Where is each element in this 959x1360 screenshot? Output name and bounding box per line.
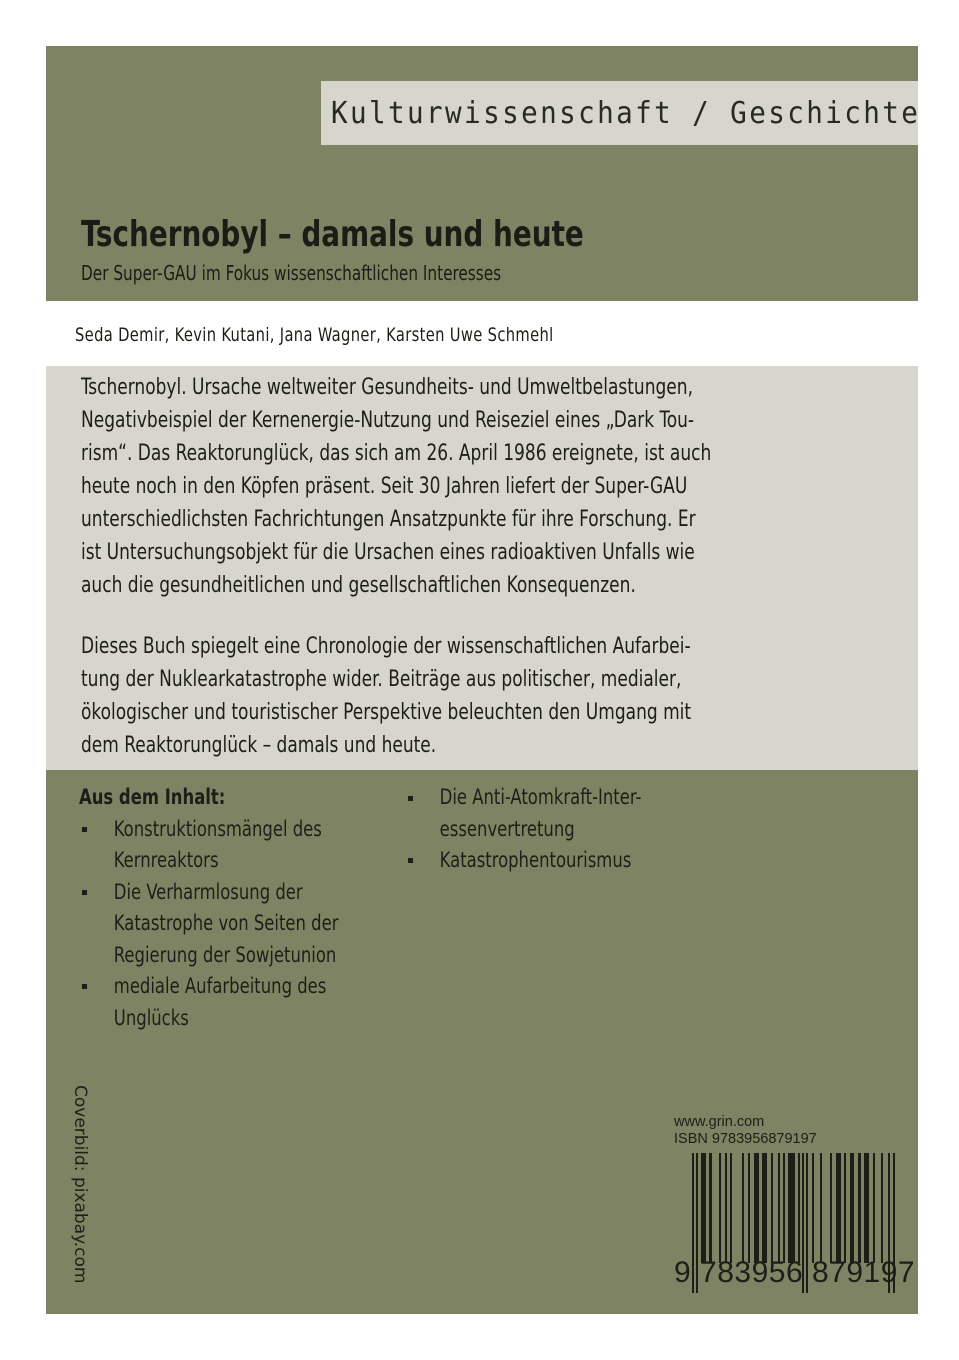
contents-list-right [404, 782, 677, 877]
text-line: ist Untersuchungsobjekt für die Ursachen eines radioaktiven Unfalls wie [81, 540, 695, 565]
contents-item: Katastrophe von Seiten der [113, 911, 339, 935]
bullet-icon [82, 890, 87, 895]
contents-item: Unglücks [113, 1005, 189, 1030]
cover-image-credit: Coverbild: pixabay.com [70, 1085, 90, 1284]
text-line: Negativbeispiel der Kernenergie-Nutzung und Reiseziel eines „Dark Tou- [81, 408, 695, 433]
contents-item: Konstruktionsmängel des [113, 816, 322, 841]
text-line: ökologischer und touristischer Perspektive beleuchten den Umgang mit [81, 700, 692, 725]
publisher-info [674, 1114, 817, 1148]
bullet-icon [82, 827, 87, 832]
description-paragraph-1 [81, 371, 881, 602]
text-line: rism“. Das Reaktorunglück, das sich am 26. April 1986 ereignete, ist auch [81, 441, 712, 466]
contents-list-left [79, 782, 377, 1034]
author-list: Seda Demir, Kevin Kutani, Jana Wagner, Karsten Uwe Schmehl [75, 324, 554, 346]
text-line: Dieses Buch spiegelt eine Chronologie der wissenschaftlichen Aufarbei- [81, 634, 691, 659]
contents-item: Die Verharmlosung der [113, 879, 303, 904]
bullet-icon [408, 796, 413, 801]
text-line: Tschernobyl. Ursache weltweiter Gesundheits- und Umweltbelastungen, [81, 375, 693, 400]
barcode-number: 9 783956 879197 [674, 1256, 916, 1289]
contents-item: essenvertretung [439, 816, 575, 841]
contents-item: mediale Aufarbeitung des [113, 974, 327, 998]
category-label: Kulturwissenschaft / Geschichte [331, 96, 921, 131]
bullet-icon [408, 858, 413, 863]
contents-item: Kernreaktors [113, 848, 219, 872]
text-line: auch die gesundheitlichen und gesellschaftlichen Konsequenzen. [81, 573, 636, 598]
isbn-label: ISBN 9783956879197 [674, 1131, 817, 1147]
description-paragraph-2 [81, 630, 881, 762]
bullet-icon [82, 984, 87, 989]
text-line: heute noch in den Köpfen präsent. Seit 30 Jahren liefert der Super-GAU [81, 474, 688, 499]
contents-item: Regierung der Sowjetunion [113, 942, 337, 967]
contents-item: Katastrophentourismus [439, 848, 632, 872]
publisher-url: www.grin.com [674, 1114, 765, 1130]
book-title: Tschernobyl – damals und heute [81, 214, 584, 255]
text-line: dem Reaktorunglück – damals und heute. [81, 733, 437, 758]
text-line: tung der Nuklearkatastrophe wider. Beiträge aus politischer, medialer, [81, 667, 682, 692]
book-subtitle: Der Super-GAU im Fokus wissenschaftlichen Interesses [81, 261, 502, 285]
contents-item: Die Anti-Atomkraft-Inter- [439, 785, 642, 809]
text-line: unterschiedlichsten Fachrichtungen Ansatzpunkte für ihre Forschung. Er [81, 507, 696, 532]
contents-heading: Aus dem Inhalt: [79, 785, 226, 809]
